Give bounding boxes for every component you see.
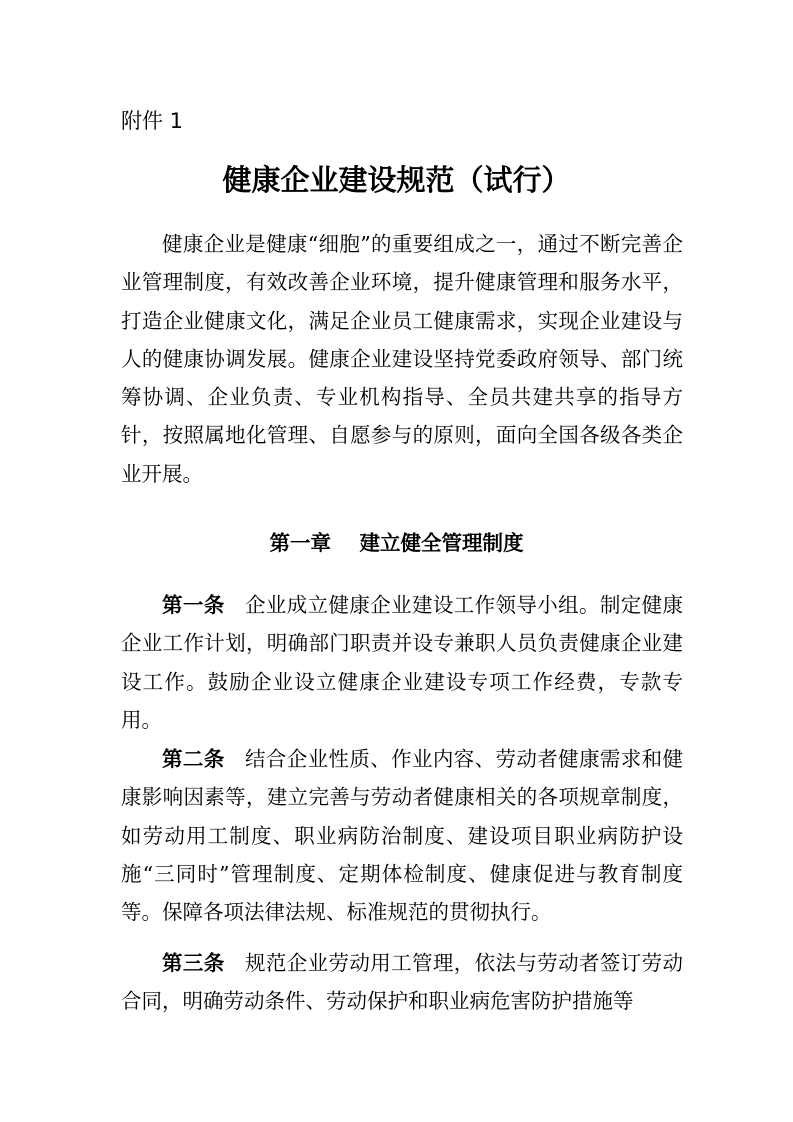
article-2 — [121, 740, 683, 931]
chapter-title: 建立健全管理制度 — [359, 531, 524, 555]
article-1-label: 第一条 — [162, 593, 225, 617]
intro-paragraph: 健康企业是健康“细胞”的重要组成之一，通过不断完善企业管理制度，有效改善企业环境，提升健康管理和服务水平，打造企业健康文化，满足企业员工健康需求，实现企业建设与人的健康协调发展。健康企业建设坚持党委政府领导、部门统筹协调、企业负责、专业机构指导、全员共建共享的指导方针，按照属地化管理、自愿参与的原则，面向全国各级各类企业开展。 — [121, 232, 683, 486]
article-3 — [121, 944, 683, 1021]
article-1 — [121, 586, 683, 739]
attachment-label: 附件 1 — [121, 109, 184, 133]
article-2-text: 结合企业性质、作业内容、劳动者健康需求和健康影响因素等，建立完善与劳动者健康相关的各项规章制度，如劳动用工制度、职业病防治制度、建设项目职业病防护设施“三同时”管理制度、定期体检制度、健康促进与教育制度等。保障各项法律法规、标准规范的贯彻执行。 — [121, 747, 683, 925]
article-1-text: 企业成立健康企业建设工作领导小组。制定健康企业工作计划，明确部门职责并设专兼职人员负责健康企业建设工作。鼓励企业设立健康企业建设专项工作经费，专款专用。 — [121, 593, 683, 732]
chapter-heading — [0, 527, 793, 559]
document-title: 健康企业建设规范（试行） — [222, 163, 571, 197]
article-2-label: 第二条 — [162, 747, 225, 771]
article-3-text: 规范企业劳动用工管理，依法与劳动者签订劳动合同，明确劳动条件、劳动保护和职业病危害防护措施等 — [121, 951, 683, 1014]
chapter-number: 第一章 — [269, 531, 331, 555]
article-3-label: 第三条 — [162, 951, 225, 975]
